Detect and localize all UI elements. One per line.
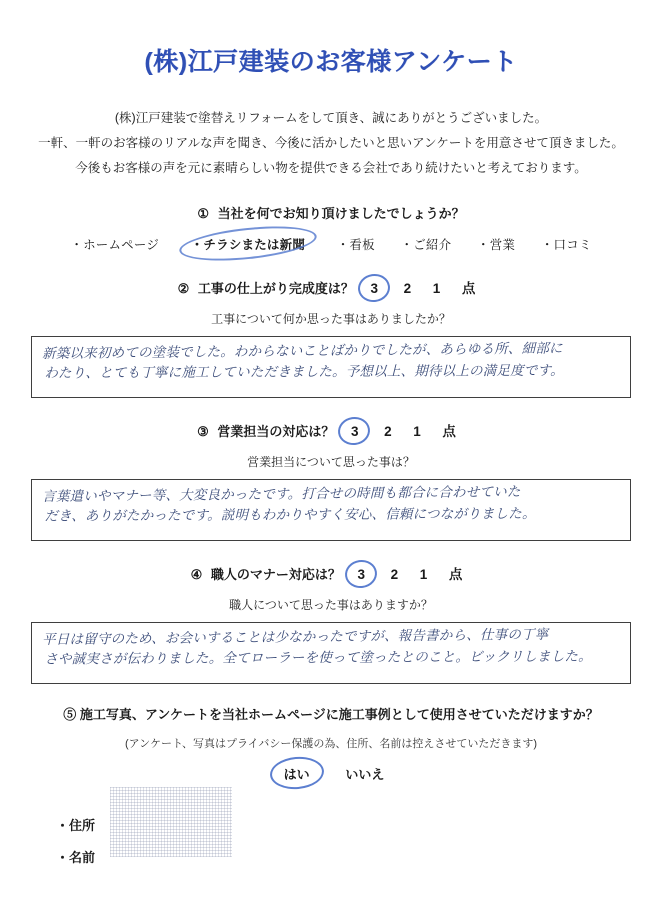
question-2-handwriting <box>42 338 620 386</box>
question-3-heading <box>26 420 636 440</box>
question-4-scale <box>345 563 472 583</box>
question-4-score-2[interactable]: 2 <box>390 567 399 582</box>
question-1-number: ① <box>197 206 209 221</box>
question-4-heading <box>26 563 636 583</box>
question-3-number: ③ <box>197 424 209 439</box>
question-1-text: 当社を何でお知り頂けましたでしょうか？ <box>217 206 465 221</box>
question-3-score-2[interactable]: 2 <box>384 424 392 439</box>
question-3-answer-box[interactable] <box>31 479 631 541</box>
field-address-label: ・住所 <box>56 818 96 833</box>
choice-yes-selected[interactable]: はい <box>278 764 316 783</box>
question-5-heading <box>26 704 636 723</box>
question-3-answer-line-2: だき、ありがたかったです。説明もわかりやすく安心、信頼につながりました。 <box>44 505 536 525</box>
question-1-heading <box>26 203 636 222</box>
question-4-number: ④ <box>190 567 203 582</box>
question-3-text: 営業担当の対応は？ <box>217 424 335 439</box>
option-homepage[interactable]: ・ホームページ <box>70 238 160 252</box>
option-referral[interactable]: ・ご紹介 <box>400 238 452 252</box>
question-5-text: 施工写真、アンケートを当社ホームページに施工事例として使用させていただけますか？ <box>79 707 599 722</box>
question-2-answer-box[interactable] <box>31 336 631 398</box>
question-4-handwriting <box>42 624 620 672</box>
question-4-score-1[interactable]: 1 <box>419 567 428 582</box>
field-name-label: ・名前 <box>56 850 96 865</box>
question-5-number: ⑤ <box>63 707 77 722</box>
question-3-scale <box>338 420 465 440</box>
question-2-answer-line-2: わたり、とても丁寧に施工していただきました。予想以上、期待以上の満足度です。 <box>44 362 564 382</box>
question-2-text: 工事の仕上がり完成度は？ <box>197 281 354 296</box>
question-2-subquestion: 工事について何か思った事はありましたか？ <box>211 312 451 326</box>
question-4-scale-unit: 点 <box>448 567 463 582</box>
question-4-score-3[interactable]: 3 <box>354 567 370 582</box>
question-2-heading <box>26 277 636 297</box>
question-4-answer-line-2: さや誠実さが伝わりました。全てローラーを使って塗ったとのこと。ビックリしました。 <box>44 648 592 668</box>
question-2-answer-line-1: 新築以来初めての塗装でした。わからないことばかりでしたが、あらゆる所、細部に <box>42 340 563 362</box>
intro-line-1: (株)江戸建装で塗替えリフォームをして頂き、誠にありがとうございました。 <box>114 111 548 125</box>
question-3-answer-line-1: 言葉遣いやマナー等、大変良かったです。打合せの時間も都合に合わせていた <box>42 483 521 505</box>
intro-line-2: 一軒、一軒のお客様のリアルな声を聞き、今後に活かしたいと思いアンケートを用意させて頂きました。 <box>38 136 624 150</box>
question-2-scale <box>358 277 485 297</box>
question-3-handwriting <box>42 481 620 529</box>
choice-no[interactable]: いいえ <box>345 767 385 782</box>
option-signboard[interactable]: ・看板 <box>336 238 375 252</box>
survey-document <box>0 42 662 898</box>
intro-block <box>26 106 636 181</box>
question-4-answer-line-1: 平日は留守のため、お会いすることは少なかったですが、報告書から、仕事の丁寧 <box>42 626 549 648</box>
question-4-subquestion: 職人について思った事はありますか？ <box>229 598 433 612</box>
question-4-text: 職人のマナー対応は？ <box>210 567 341 582</box>
intro-line-3: 今後もお客様の声を元に素晴らしい物を提供できる会社であり続けたいと考えております。 <box>75 161 587 175</box>
option-sales[interactable]: ・営業 <box>477 238 516 252</box>
option-flyer-newspaper-selected[interactable]: ・チラシまたは新聞 <box>185 233 311 255</box>
question-2-score-3[interactable]: 3 <box>367 281 383 296</box>
option-word-of-mouth[interactable]: ・口コミ <box>540 238 592 252</box>
question-3-scale-unit: 点 <box>442 424 456 439</box>
question-2-scale-unit: 点 <box>461 281 476 296</box>
redaction-block <box>110 787 232 857</box>
question-4-answer-box[interactable] <box>31 622 631 684</box>
question-5-note: (アンケート、写真はプライバシー保護の為、住所、名前は控えさせていただきます) <box>124 738 538 750</box>
question-2-score-1[interactable]: 1 <box>432 281 441 296</box>
page-title: (株)江戸建装のお客様アンケート <box>144 48 518 76</box>
question-1-options <box>26 233 636 255</box>
question-3-score-3[interactable]: 3 <box>347 424 363 439</box>
question-3-score-1[interactable]: 1 <box>413 424 421 439</box>
question-2-score-2[interactable]: 2 <box>403 281 412 296</box>
question-2-number: ② <box>177 281 190 296</box>
question-3-subquestion: 営業担当について思った事は？ <box>247 455 415 469</box>
question-5-choices <box>26 764 636 783</box>
